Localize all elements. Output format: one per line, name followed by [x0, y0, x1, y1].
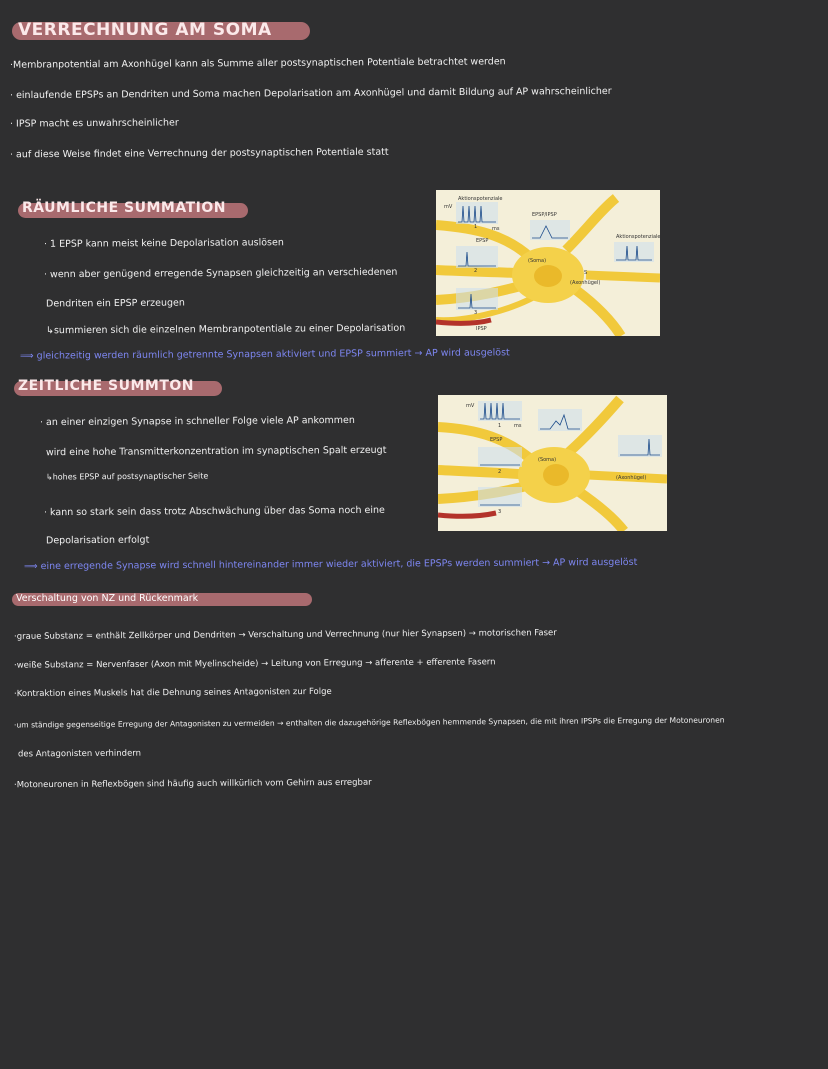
zeitlich-line-1: · an einer einzigen Synapse in schneller Folge viele AP ankommen [39, 414, 355, 429]
soma-line-4: · auf diese Weise findet eine Verrechnung der postsynaptischen Potentiale statt [9, 146, 389, 161]
verschaltung-line-4: ·um ständige gegenseitige Erregung der Antagonisten zu vermeiden → enthalten die dazugehörige Reflexbögen hemmende Synapsen, die mit ihren IPSPs die Erregung der Motoneuronen [13, 715, 725, 730]
fig2-axon-label: (Axonhügel) [616, 475, 647, 481]
fig1-ipsp-label: IPSP [476, 326, 487, 332]
raeumlich-title: RÄUMLICHE SUMMATION [22, 200, 226, 216]
fig2-soma-label: (Soma) [538, 457, 557, 463]
fig1-soma-label: (Soma) [528, 258, 547, 264]
fig2-n1: 1 [498, 423, 502, 429]
fig1-ap-label: Aktionspotenziale [458, 196, 503, 202]
figure-spatial-summation [436, 190, 660, 336]
fig1-epsp-ipsp-label: EPSP/IPSP [532, 212, 557, 218]
fig1-n3: 3 [474, 310, 478, 316]
soma-title: VERRECHNUNG AM SOMA [18, 20, 272, 40]
fig1-epsp-label: EPSP [476, 238, 489, 244]
fig1-ap-label-2: Aktionspotenziale [616, 234, 660, 240]
fig1-mv-label: mV [444, 204, 453, 210]
fig2-ms-label: ms [514, 423, 522, 429]
soma-line-3: · IPSP macht es unwahrscheinlicher [9, 117, 179, 130]
verschaltung-line-1: ·graue Substanz = enthält Zellkörper und Dendriten → Verschaltung und Verrechnung (nur hier Synapsen) → motorischen Faser [13, 628, 557, 642]
fig1-n1: 1 [474, 224, 478, 230]
raeumlich-conclusion: ⟹ gleichzeitig werden räumlich getrennte Synapsen aktiviert und EPSP summiert → AP wird ausgelöst [19, 347, 510, 362]
verschaltung-title: Verschaltung von NZ und Rückenmark [16, 593, 199, 604]
zeitlich-line-2: wird eine hohe Transmitterkonzentration im synaptischen Spalt erzeugt [45, 444, 387, 459]
fig1-axon-label: (Axonhügel) [570, 280, 601, 286]
zeitlich-line-5: Depolarisation erfolgt [45, 534, 150, 547]
zeitlich-line-4: · kann so stark sein dass trotz Abschwächung über das Soma noch eine [43, 504, 385, 519]
fig1-ms-label: ms [492, 226, 500, 232]
soma-line-1: ·Membranpotential am Axonhügel kann als Summe aller postsynaptischen Potentiale betrachtet werden [9, 56, 506, 71]
soma-line-2: · einlaufende EPSPs an Dendriten und Soma machen Depolarisation am Axonhügel und damit Bildung auf AP wahrscheinlicher [9, 85, 612, 102]
raeumlich-line-2: · wenn aber genügend erregende Synapsen gleichzeitig an verschiedenen [43, 266, 398, 281]
verschaltung-line-5: des Antagonisten verhindern [17, 748, 142, 760]
raeumlich-line-1: · 1 EPSP kann meist keine Depolarisation auslösen [43, 237, 284, 250]
verschaltung-line-3: ·Kontraktion eines Muskels hat die Dehnung seines Antagonisten zur Folge [13, 686, 332, 700]
fig2-mv-label: mV [466, 403, 475, 409]
fig2-n2: 2 [498, 469, 502, 475]
fig1-n2: 2 [474, 268, 478, 274]
zeitlich-conclusion: ⟹ eine erregende Synapse wird schnell hintereinander immer wieder aktiviert, die EPSPs werden summiert → AP wird ausgelöst [23, 556, 638, 573]
figure-temporal-summation [438, 395, 667, 531]
zeitlich-line-3: ↳hohes EPSP auf postsynaptischer Seite [45, 471, 209, 482]
raeumlich-line-3: Dendriten ein EPSP erzeugen [45, 297, 185, 310]
raeumlich-line-4: ↳summieren sich die einzelnen Membranpotentiale zu einer Depolarisation [45, 322, 406, 337]
fig2-epsp-label: EPSP [490, 437, 503, 443]
verschaltung-line-2: ·weiße Substanz = Nervenfaser (Axon mit Myelinscheide) → Leitung von Erregung → afferente + efferente Fasern [13, 657, 496, 671]
fig2-n3: 3 [498, 509, 502, 515]
fig1-s-label: S [584, 270, 588, 276]
verschaltung-line-6: ·Motoneuronen in Reflexbögen sind häufig auch willkürlich vom Gehirn aus erregbar [13, 777, 372, 791]
zeitlich-title: ZEITLICHE SUMMTON [18, 378, 195, 394]
